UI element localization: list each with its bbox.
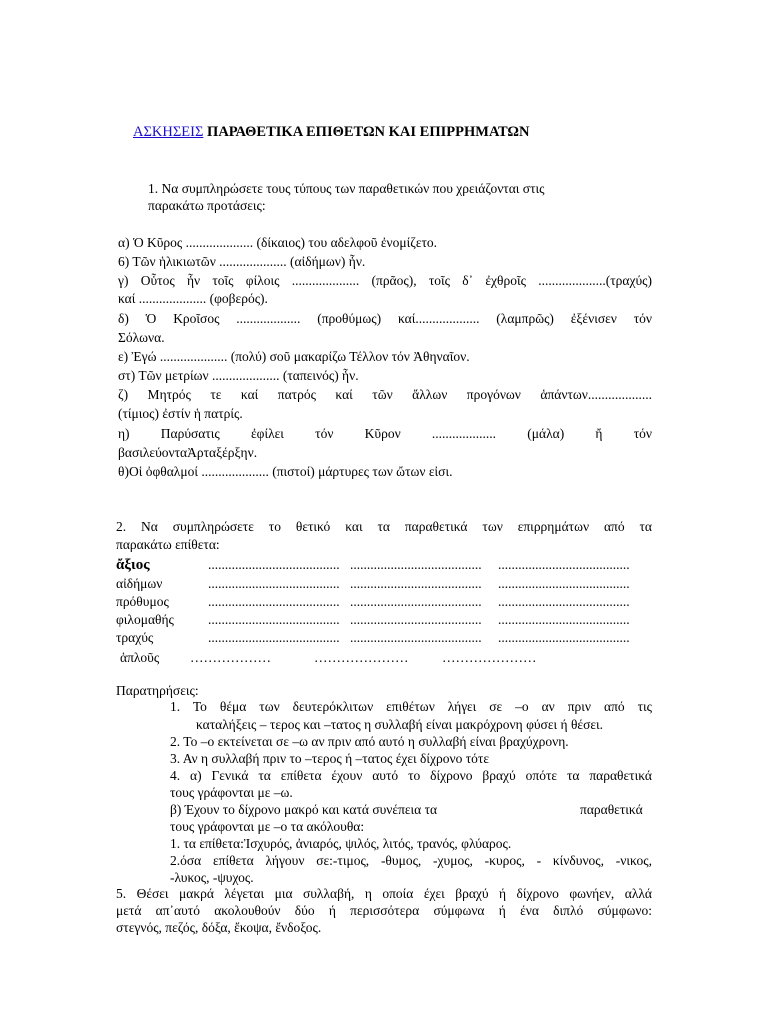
exercises-link[interactable]: ΑΣΚΗΣΕΙΣ <box>133 124 204 140</box>
title-heading: ΠΑΡΑΘΕΤΙΚΑ ΕΠΙΘΕΤΩΝ ΚΑΙ ΕΠΙΡΡΗΜΑΤΩΝ <box>207 124 530 140</box>
blank-comparative: ....................................... <box>350 612 482 627</box>
blank-superlative: ....................................... <box>498 630 630 645</box>
blank-positive: ……………… <box>190 650 271 665</box>
blank-comparative: ....................................... <box>350 576 482 591</box>
ex1-line-h: η) Παρύσατις ἐφίλει τόν Κῦρον ................... (μάλα) ἤ τόν <box>118 426 652 441</box>
note-4f: 2.όσα επίθετα λήγουν σε:-τιμος, -θυμος, -χυμος, -κυρος, - κίνδυνος, -νικος, <box>170 853 652 868</box>
ex1-intro-line1: 1. Να συμπληρώσετε τους τύπους των παραθετικών που χρειάζονται στις <box>148 181 545 196</box>
ex2-intro-line2: παρακάτω επίθετα: <box>116 537 220 552</box>
ex2-word: αἰδήμων <box>116 576 163 591</box>
note-5a: 5. Θέσει μακρά λέγεται μια συλλαβή, η οποία έχει βραχύ ή δίχρονο φωνήεν, αλλά <box>116 886 652 901</box>
page-title <box>133 124 530 141</box>
ex2-word: τραχύς <box>116 630 154 645</box>
ex1-intro-line2: παρακάτω προτάσεις: <box>148 198 266 213</box>
note-5b: μετά απ᾽αυτό ακολουθούν δύο ή περισσότερα σύμφωνα ή ένα διπλό σύμφωνο: <box>116 903 652 918</box>
blank-positive: ....................................... <box>208 576 340 591</box>
note-2: 2. Το –ο εκτείνεται σε –ω αν πριν από αυτό η συλλαβή είναι βραχύχρονη. <box>170 734 569 749</box>
note-1a: 1. Το θέμα των δευτερόκλιτων επιθέτων λήγει σε –ο αν πριν από τις <box>170 699 652 714</box>
ex2-word: ἁπλοῦς <box>120 650 160 665</box>
blank-superlative: ....................................... <box>498 557 630 572</box>
blank-positive: ....................................... <box>208 557 340 572</box>
blank-comparative: ....................................... <box>350 594 482 609</box>
note-5c: στεγνός, πεζός, δόξα, ἔκοψα, ἔνδοξος. <box>116 920 322 935</box>
ex1-line-d: δ) Ὁ Κροῖσος ................... (προθύμως) καί................... (λαμπρῶς) ἐξένισεν τόν <box>118 311 652 326</box>
blank-comparative: ....................................... <box>350 557 482 572</box>
blank-comparative: ………………… <box>314 650 409 665</box>
note-4e: 1. τα επίθετα:Ἰσχυρός, ἀνιαρός, ψιλός, λιτός, τρανός, φλύαρος. <box>170 836 512 851</box>
blank-comparative: ....................................... <box>350 630 482 645</box>
ex2-word: πρόθυμος <box>116 594 169 609</box>
ex2-word: ἄξιος <box>116 557 150 573</box>
note-1b: καταλήξεις – τερος και –τατος η συλλαβή είναι μακρόχρονη φύσει ή θέσει. <box>196 717 604 732</box>
note-4c: β) Έχουν το δίχρονο μακρό και κατά συνέπεια τα <box>170 802 438 817</box>
ex1-line-b: 6) Τῶν ἡλικιωτῶν .................... (αἰδήμων) ἦν. <box>118 254 366 269</box>
blank-positive: ....................................... <box>208 630 340 645</box>
ex1-line-d2: Σόλωνα. <box>118 330 165 345</box>
note-4d: τους γράφονται με –ο τα ακόλουθα: <box>170 819 365 834</box>
ex2-word: φιλομαθής <box>116 612 174 627</box>
ex1-line-c: γ) Οὗτος ἦν τοῖς φίλοις .................... (πρᾶος), τοῖς δ᾽ ἐχθροῖς ....................(τραχύς) <box>118 273 652 288</box>
ex2-intro-line1: 2. Να συμπληρώσετε το θετικό και τα παραθετικά των επιρρημάτων από τα <box>116 519 652 534</box>
note-3: 3. Αν η συλλαβή πριν το –τερος ή –τατος έχει δίχρονο τότε <box>170 751 489 766</box>
blank-superlative: ....................................... <box>498 576 630 591</box>
notes-heading: Παρατηρήσεις: <box>116 683 199 698</box>
ex1-line-st: στ) Τῶν μετρίων .................... (ταπεινός) ἦν. <box>118 368 359 383</box>
ex1-line-e: ε) Ἐγώ .................... (πολύ) σοῦ μακαρίζω Τέλλον τόν Ἀθηναῖον. <box>118 349 470 364</box>
ex1-line-z: ζ) Μητρός τε καί πατρός καί τῶν ἄλλων προγόνων ἁπάντων................... <box>118 387 652 402</box>
note-4a: 4. α) Γενικά τα επίθετα έχουν αυτό το δίχρονο βραχύ οπότε τα παραθετικά <box>170 768 652 783</box>
ex1-line-z2: (τίμιος) ἐστίν ἡ πατρίς. <box>118 406 243 421</box>
ex1-line-c2: καί .................... (φοβερός). <box>118 291 268 306</box>
note-4g: -λυκος, -ψυχος. <box>170 870 254 885</box>
ex1-line-th: θ)Οἱ ὀφθαλμοί .................... (πιστοί) μάρτυρες των ὤτων εἰσι. <box>118 464 453 479</box>
blank-positive: ....................................... <box>208 594 340 609</box>
note-4b: τους γράφονται με –ω. <box>170 785 293 800</box>
blank-positive: ....................................... <box>208 612 340 627</box>
blank-superlative: ………………… <box>442 650 537 665</box>
ex1-line-h2: βασιλεύονταἈρταξέρξην. <box>118 445 258 460</box>
note-4c-end: παραθετικά <box>580 802 643 817</box>
blank-superlative: ....................................... <box>498 612 630 627</box>
blank-superlative: ....................................... <box>498 594 630 609</box>
ex1-line-a: α) Ὁ Κῦρος .................... (δίκαιος) του αδελφοῦ ἐνομίζετο. <box>118 235 438 250</box>
